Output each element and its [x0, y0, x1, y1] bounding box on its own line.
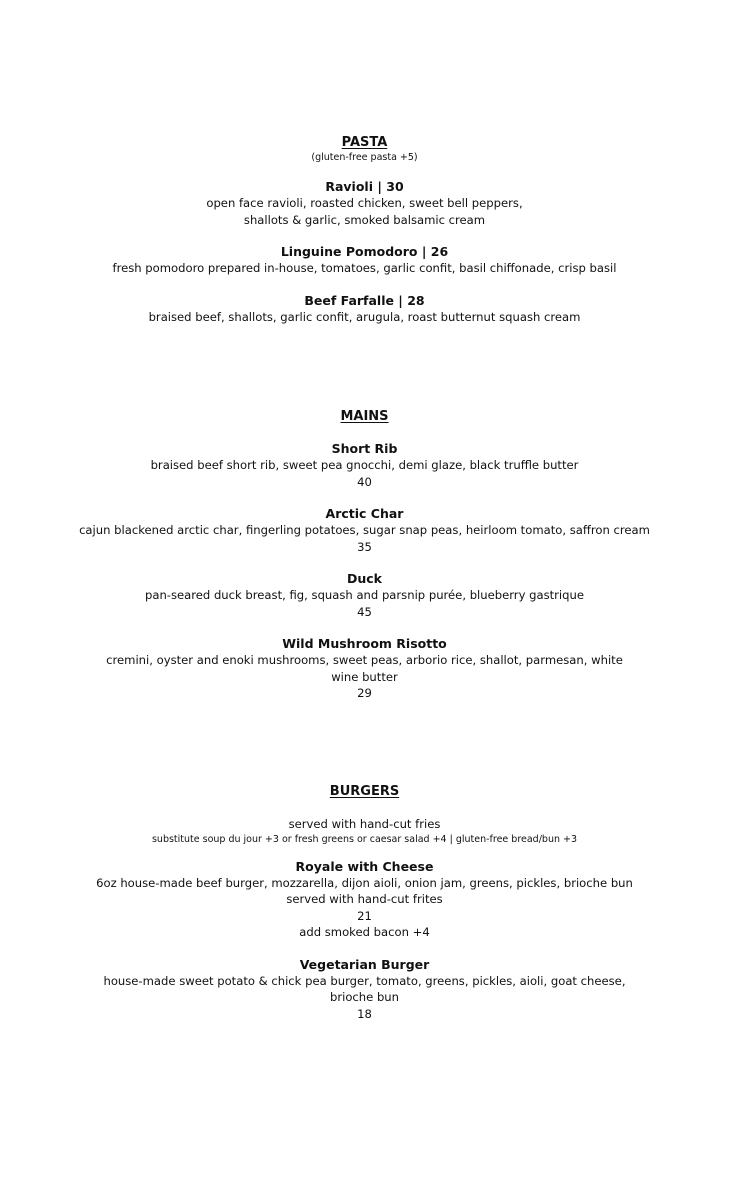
- item-name: Beef Farfalle | 28: [304, 292, 425, 308]
- item-description: braised beef short rib, sweet pea gnocchi, demi glaze, black truffle butter: [150, 458, 579, 472]
- pasta-note: (gluten-free pasta +5): [311, 152, 418, 163]
- item-description: house-made sweet potato & chick pea burger, tomato, greens, pickles, aioli, goat cheese, brioche bun: [103, 973, 626, 1004]
- item-description: cajun blackened arctic char, fingerling potatoes, sugar snap peas, heirloom tomato, saffron cream: [79, 523, 650, 537]
- menu-item-short-rib: [0, 441, 729, 490]
- item-addon: add smoked bacon +4: [299, 925, 430, 939]
- menu-item-beef-farfalle: [0, 293, 729, 326]
- burgers-heading: BURGERS: [329, 784, 400, 799]
- item-price: 40: [357, 474, 372, 489]
- mains-heading: MAINS: [340, 409, 389, 424]
- item-name: Royale with Cheese: [295, 858, 434, 874]
- item-price: 45: [357, 604, 372, 619]
- item-description: braised beef, shallots, garlic confit, arugula, roast butternut squash cream: [148, 309, 581, 324]
- burgers-served-note: served with hand-cut fries: [288, 817, 441, 831]
- burgers-substitute-note: substitute soup du jour +3 or fresh greens or caesar salad +4 | gluten-free bread/bun +3: [151, 833, 578, 845]
- item-description: pan-seared duck breast, fig, squash and parsnip purée, blueberry gastrique: [144, 588, 584, 602]
- item-price: 21: [357, 908, 372, 923]
- item-name: Arctic Char: [325, 506, 404, 521]
- menu-item-vegetarian-burger: [0, 957, 729, 1023]
- pasta-heading: PASTA: [341, 135, 388, 150]
- item-name: Linguine Pomodoro | 26: [280, 244, 449, 259]
- item-name: Ravioli | 30: [325, 179, 404, 194]
- item-price: 29: [357, 686, 372, 700]
- menu-item-arctic-char: [0, 506, 729, 555]
- item-description: open face ravioli, roasted chicken, sweet bell peppers, shallots & garlic, smoked balsamic cream: [206, 196, 523, 227]
- item-description: fresh pomodoro prepared in-house, tomatoes, garlic confit, basil chiffonade, crisp basil: [112, 261, 617, 275]
- menu-item-royale-with-cheese: [0, 859, 729, 941]
- mains-section: [0, 409, 729, 702]
- menu-item-ravioli: [0, 179, 729, 228]
- item-description: cremini, oyster and enoki mushrooms, sweet peas, arborio rice, shallot, parmesan, white wine butter: [106, 653, 623, 684]
- item-name: Short Rib: [331, 441, 398, 456]
- item-name: Vegetarian Burger: [299, 956, 430, 972]
- item-price: 18: [357, 1006, 372, 1021]
- item-name: Wild Mushroom Risotto: [282, 636, 447, 651]
- menu-item-wild-mushroom-risotto: [0, 636, 729, 702]
- item-price: 35: [357, 539, 372, 554]
- item-description: 6oz house-made beef burger, mozzarella, dijon aioli, onion jam, greens, pickles, brioche bun: [96, 875, 633, 890]
- burgers-section: [0, 784, 729, 1022]
- item-served-note: served with hand-cut frites: [286, 892, 443, 906]
- pasta-section: [0, 135, 729, 325]
- menu-item-duck: [0, 571, 729, 620]
- menu-item-linguine-pomodoro: [0, 244, 729, 277]
- item-name: Duck: [347, 571, 382, 586]
